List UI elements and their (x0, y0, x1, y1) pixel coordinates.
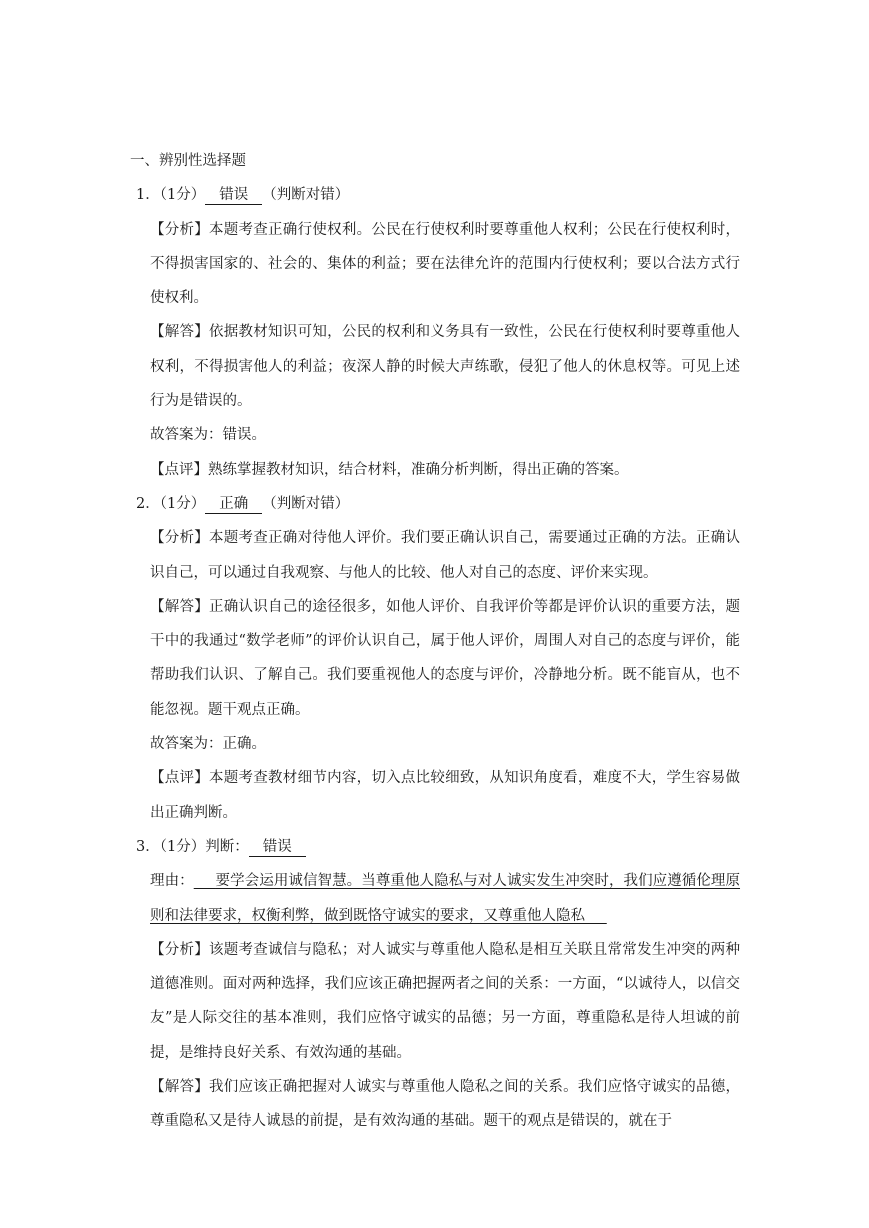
question-2-comment: 【点评】本题考查教材细节内容，切入点比较细致，从知识角度看，难度不大，学生容易做出正确判断。 (150, 770, 740, 821)
question-1-analysis: 【分析】本题考查正确行使权利。公民在行使权利时要尊重他人权利；公民在行使权利时，不得损害国家的、社会的、集体的利益；要在法律允许的范围内行使权利；要以合法方式行使权利。 (150, 221, 740, 307)
question-score: （1分） (159, 187, 206, 204)
answer-blank: 错误 (205, 186, 262, 205)
reason-content: 要学会运用诚信智慧。当尊重他人隐私与对人诚实发生冲突时，我们应遵循伦理原则和法律要求，权衡利弊，做到既恪守诚实的要求，又尊重他人隐私 (150, 873, 741, 924)
question-2-solution: 【解答】正确认识自己的途径很多，如他人评价、自我评价等都是评价认识的重要方法，题干中的我通过“数学老师”的评价认识自己，属于他人评价，周围人对自己的态度与评价，能帮助我们认识、了解自己。我们要重视他人的态度与评价，冷静地分析。既不能盲从，也不能忽视。题干观点正确。 (150, 598, 740, 718)
question-1-header (130, 178, 740, 212)
reason-label: 理由： (150, 873, 194, 890)
question-prefix: 判断： (205, 838, 249, 855)
question-2-conclusion: 故答案为：正确。 (150, 736, 266, 753)
question-number: 1． (136, 187, 160, 204)
question-2-analysis: 【分析】本题考查正确对待他人评价。我们要正确认识自己，需要通过正确的方法。正确认识自己，可以通过自我观察、与他人的比较、他人对自己的态度、评价来实现。 (150, 530, 740, 581)
question-3-header (130, 830, 740, 864)
question-3-reason (130, 864, 740, 933)
question-score: （1分） (159, 495, 206, 512)
question-suffix: （判断对错） (262, 495, 350, 512)
section-title: 一、辨别性选择题 (130, 153, 246, 169)
question-1-conclusion: 故答案为：错误。 (150, 427, 266, 444)
question-3-analysis: 【分析】该题考查诚信与隐私；对人诚实与尊重他人隐私是相互关联且常常发生冲突的两种道德准则。面对两种选择，我们应该正确把握两者之间的关系：一方面，“以诚待人，以信交友”是人际交往的基本准则，我们应恪守诚实的品德；另一方面，尊重隐私是待人坦诚的前提，是维持良好关系、有效沟通的基础。 (150, 941, 740, 1061)
question-score: （1分） (159, 838, 206, 855)
question-suffix: （判断对错） (262, 187, 350, 204)
question-number: 3． (136, 838, 160, 855)
document-content (130, 144, 740, 1139)
reason-text (150, 873, 740, 923)
question-3-solution: 【解答】我们应该正确把握对人诚实与尊重他人隐私之间的关系。我们应恪守诚实的品德，尊重隐私又是待人诚恳的前提，是有效沟通的基础。题干的观点是错误的，就在于 (150, 1079, 740, 1130)
answer-blank: 正确 (205, 495, 262, 514)
question-2-header (130, 487, 740, 521)
question-number: 2． (136, 495, 160, 512)
question-1-comment: 【点评】熟练掌握教材知识，结合材料，准确分析判断，得出正确的答案。 (150, 461, 629, 478)
answer-blank: 错误 (249, 838, 306, 857)
question-1-solution: 【解答】依据教材知识可知，公民的权利和义务具有一致性，公民在行使权利时要尊重他人权利，不得损害他人的利益；夜深人静的时候大声练歌，侵犯了他人的休息权等。可见上述行为是错误的。 (150, 324, 740, 410)
